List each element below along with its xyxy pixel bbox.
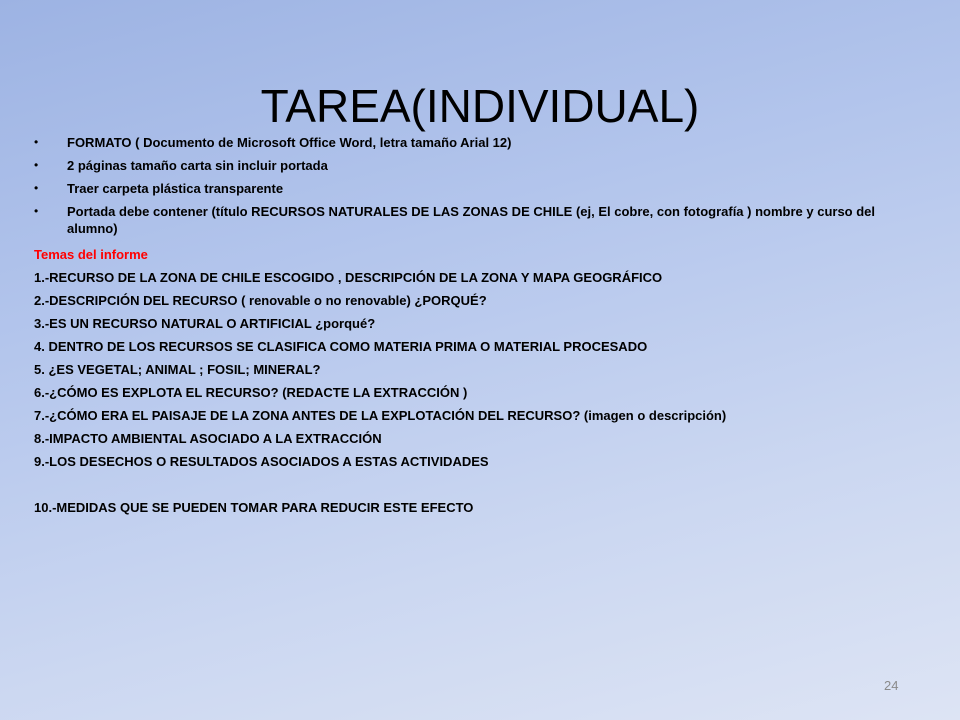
topics-heading: Temas del informe	[34, 247, 148, 262]
topic-item: 1.-RECURSO DE LA ZONA DE CHILE ESCOGIDO , DESCRIPCIÓN DE LA ZONA Y MAPA GEOGRÁFICO	[34, 270, 663, 285]
topic-item: 10.-MEDIDAS QUE SE PUEDEN TOMAR PARA REDUCIR ESTE EFECTO	[34, 500, 474, 515]
bullet-marker: •	[34, 158, 39, 172]
bullet-marker: •	[34, 204, 39, 218]
topic-item: 7.-¿CÓMO ERA EL PAISAJE DE LA ZONA ANTES DE LA EXPLOTACIÓN DEL RECURSO? (imagen o descripción)	[34, 408, 727, 423]
topic-item: 8.-IMPACTO AMBIENTAL ASOCIADO A LA EXTRACCIÓN	[34, 431, 382, 446]
topic-item: 2.-DESCRIPCIÓN DEL RECURSO ( renovable o no renovable) ¿PORQUÉ?	[34, 293, 487, 308]
bullet-list	[34, 134, 914, 237]
bullet-text: Traer carpeta plástica transparente	[67, 181, 284, 196]
slide-content	[34, 134, 914, 522]
topics-list	[34, 269, 914, 516]
bullet-item	[34, 157, 914, 174]
topic-item: 5. ¿ES VEGETAL; ANIMAL ; FOSIL; MINERAL?	[34, 362, 321, 377]
bullet-item	[34, 180, 914, 197]
topic-item: 4. DENTRO DE LOS RECURSOS SE CLASIFICA COMO MATERIA PRIMA O MATERIAL PROCESADO	[34, 339, 648, 354]
topic-item: 6.-¿CÓMO ES EXPLOTA EL RECURSO? (REDACTE LA EXTRACCIÓN )	[34, 385, 468, 400]
bullet-text: FORMATO ( Documento de Microsoft Office Word, letra tamaño Arial 12)	[67, 135, 512, 150]
slide-title: TAREA(INDIVIDUAL)	[260, 80, 700, 132]
topic-item: 3.-ES UN RECURSO NATURAL O ARTIFICIAL ¿porqué?	[34, 316, 376, 331]
bullet-text: 2 páginas tamaño carta sin incluir portada	[67, 158, 328, 173]
page-number: 24	[884, 678, 899, 693]
bullet-marker: •	[34, 135, 39, 149]
topic-item: 9.-LOS DESECHOS O RESULTADOS ASOCIADOS A ESTAS ACTIVIDADES	[34, 454, 489, 469]
bullet-item	[34, 134, 914, 151]
bullet-marker: •	[34, 181, 39, 195]
bullet-text: Portada debe contener (título RECURSOS NATURALES DE LAS ZONAS DE CHILE (ej, El cobre, con fotografía ) nombre y curso del alumno)	[67, 204, 876, 236]
bullet-item	[34, 203, 914, 237]
